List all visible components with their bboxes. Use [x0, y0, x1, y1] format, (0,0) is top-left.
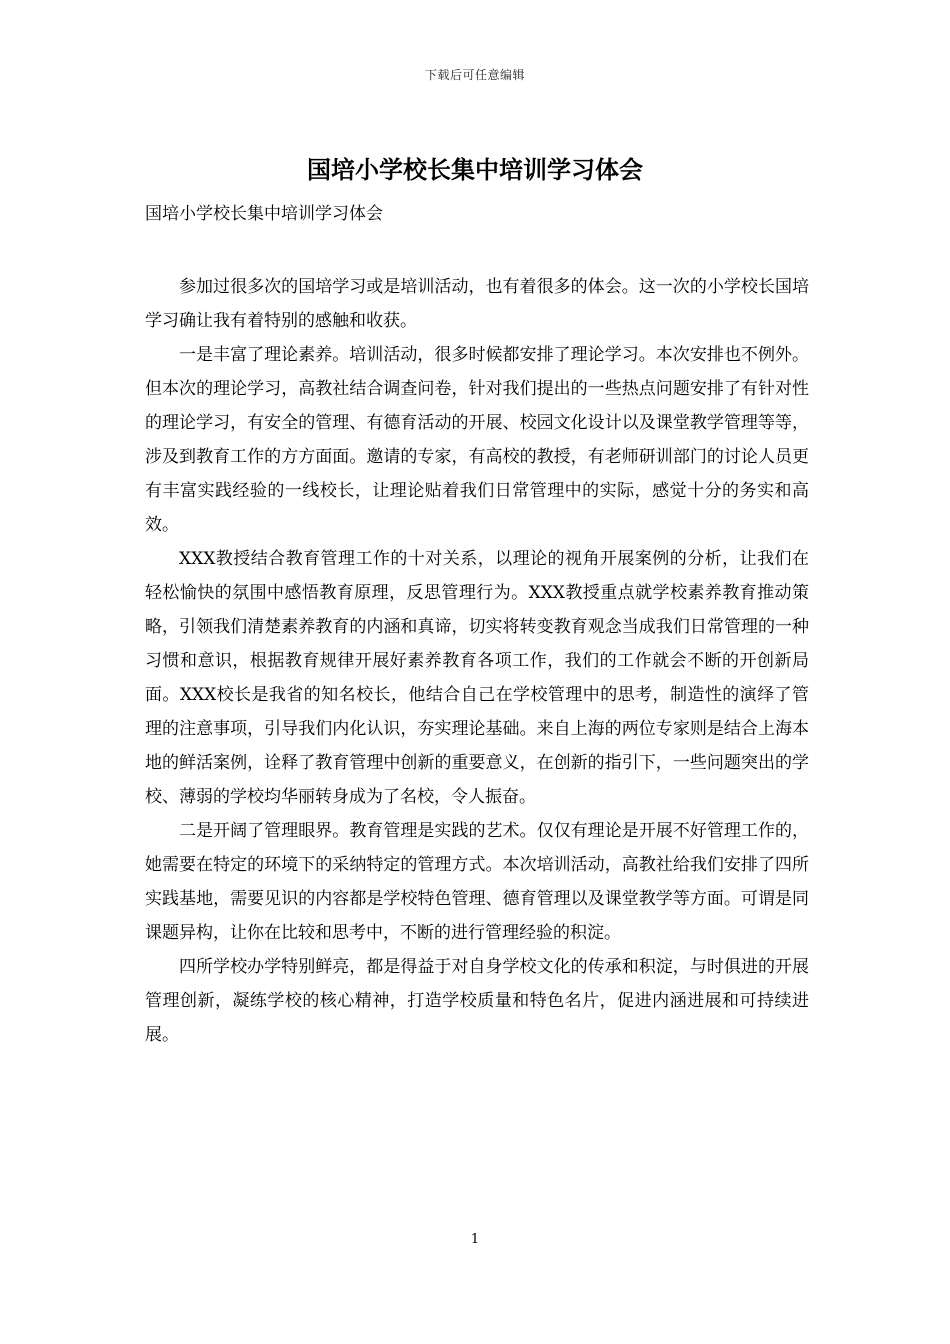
paragraph-3: XXX教授结合教育管理工作的十对关系，以理论的视角开展案例的分析，让我们在轻松愉快的氛围中感悟教育原理，反思管理行为。XXX教授重点就学校素养教育推动策略，引领我们清楚素养教育的内涵和真谛，切实将转变教育观念当成我们日常管理的一种习惯和意识，根据教育规律开展好素养教育各项工作，我们的工作就会不断的开创新局面。XXX校长是我省的知名校长，他结合自己在学校管理中的思考，制造性的演绎了管理的注意事项，引导我们内化认识，夯实理论基础。来自上海的两位专家则是结合上海本地的鲜活案例，诠释了教育管理中创新的重要意义，在创新的指引下，一些问题突出的学校、薄弱的学校均华丽转身成为了名校，令人振奋。: [145, 549, 809, 807]
document-subtitle: 国培小学校长集中培训学习体会: [145, 204, 383, 224]
document-title: 国培小学校长集中培训学习体会: [307, 155, 643, 184]
paragraph-4: 二是开阔了管理眼界。教育管理是实践的艺术。仅仅有理论是开展不好管理工作的，她需要在特定的环境下的采纳特定的管理方式。本次培训活动，高教社给我们安排了四所实践基地，需要见识的内容都是学校特色管理、德育管理以及课堂教学等方面。可谓是同课题异构，让你在比较和思考中，不断的进行管理经验的积淀。: [145, 821, 809, 943]
paragraph-1: 参加过很多次的国培学习或是培训活动，也有着很多的体会。这一次的小学校长国培学习确让我有着特别的感触和收获。: [145, 277, 809, 331]
header-note: 下载后可任意编辑: [424, 68, 525, 82]
paragraph-5: 四所学校办学特别鲜亮，都是得益于对自身学校文化的传承和积淀，与时俱进的开展管理创新，凝练学校的核心精神，打造学校质量和特色名片，促进内涵进展和可持续进展。: [145, 957, 809, 1045]
page-number: 1: [470, 1232, 480, 1247]
paragraph-2: 一是丰富了理论素养。培训活动，很多时候都安排了理论学习。本次安排也不例外。但本次的理论学习，高教社结合调查问卷，针对我们提出的一些热点问题安排了有针对性的理论学习，有安全的管理、有德育活动的开展、校园文化设计以及课堂教学管理等等，涉及到教育工作的方方面面。邀请的专家，有高校的教授，有老师研训部门的讨论人员更有丰富实践经验的一线校长，让理论贴着我们日常管理中的实际，感觉十分的务实和高效。: [145, 345, 809, 535]
document-body: [145, 270, 809, 1052]
